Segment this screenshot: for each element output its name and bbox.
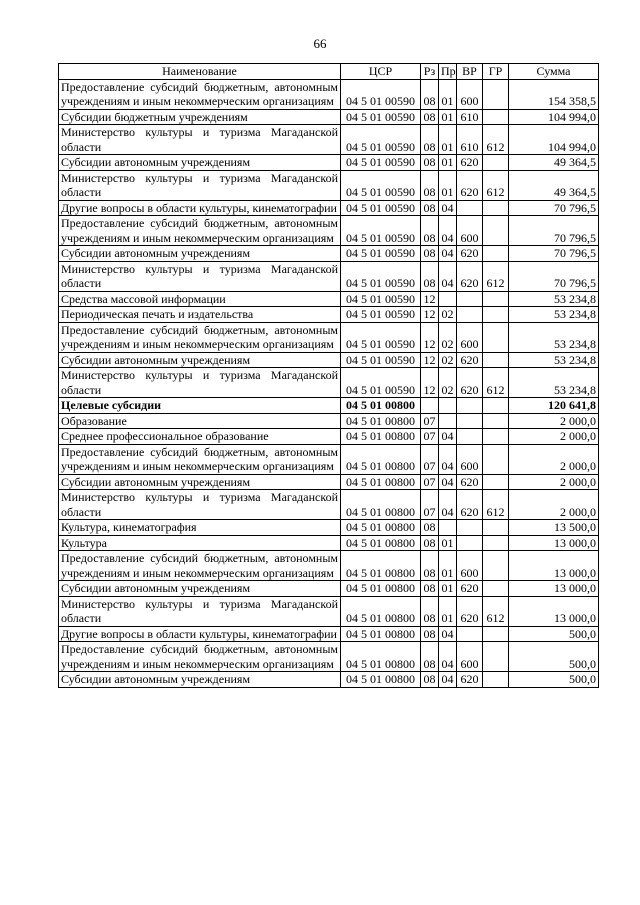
cell-rz: 08 xyxy=(421,535,439,551)
cell-pr: 04 xyxy=(439,246,457,262)
cell-gr xyxy=(483,642,509,672)
table-row xyxy=(59,642,599,672)
cell-csr: 04 5 01 00800 xyxy=(341,429,421,445)
cell-gr xyxy=(483,672,509,688)
cell-csr: 04 5 01 00800 xyxy=(341,490,421,520)
cell-pr: 01 xyxy=(439,535,457,551)
cell-gr xyxy=(483,216,509,246)
header-sum: Сумма xyxy=(509,64,599,80)
table-row xyxy=(59,352,599,368)
cell-rz: 12 xyxy=(421,368,439,398)
cell-rz: 08 xyxy=(421,246,439,262)
cell-csr: 04 5 01 00590 xyxy=(341,216,421,246)
header-pr: Пр xyxy=(439,64,457,80)
cell-pr: 01 xyxy=(439,581,457,597)
table-row xyxy=(59,413,599,429)
cell-gr xyxy=(483,398,509,414)
table-row xyxy=(59,246,599,262)
cell-pr: 04 xyxy=(439,642,457,672)
cell-vr: 620 xyxy=(457,490,483,520)
table-row xyxy=(59,535,599,551)
cell-gr xyxy=(483,626,509,642)
cell-sum: 2 000,0 xyxy=(509,429,599,445)
cell-rz: 08 xyxy=(421,200,439,216)
budget-table xyxy=(58,63,599,688)
cell-csr: 04 5 01 00800 xyxy=(341,551,421,581)
cell-sum: 53 234,8 xyxy=(509,322,599,352)
cell-pr: 04 xyxy=(439,429,457,445)
page-number: 66 xyxy=(313,36,327,51)
cell-sum: 53 234,8 xyxy=(509,307,599,323)
cell-sum: 70 796,5 xyxy=(509,261,599,291)
cell-pr: 04 xyxy=(439,216,457,246)
cell-sum: 500,0 xyxy=(509,626,599,642)
cell-csr: 04 5 01 00590 xyxy=(341,125,421,155)
table-row xyxy=(59,261,599,291)
cell-name: Субсидии автономным учреждениям xyxy=(59,672,341,688)
cell-rz: 08 xyxy=(421,261,439,291)
cell-csr: 04 5 01 00800 xyxy=(341,535,421,551)
cell-name: Средства массовой информации xyxy=(59,291,341,307)
cell-pr: 01 xyxy=(439,170,457,200)
cell-name: Субсидии автономным учреждениям xyxy=(59,155,341,171)
cell-csr: 04 5 01 00590 xyxy=(341,291,421,307)
cell-name: Культура, кинематография xyxy=(59,520,341,536)
cell-rz: 07 xyxy=(421,474,439,490)
cell-vr: 600 xyxy=(457,642,483,672)
table-row xyxy=(59,125,599,155)
cell-pr: 04 xyxy=(439,626,457,642)
table-body xyxy=(59,79,599,687)
table-row xyxy=(59,444,599,474)
cell-csr: 04 5 01 00590 xyxy=(341,261,421,291)
cell-sum: 2 000,0 xyxy=(509,413,599,429)
cell-gr xyxy=(483,413,509,429)
cell-pr: 04 xyxy=(439,200,457,216)
cell-rz: 08 xyxy=(421,672,439,688)
header-rz: Рз xyxy=(421,64,439,80)
table-row xyxy=(59,170,599,200)
cell-name: Образование xyxy=(59,413,341,429)
cell-rz: 08 xyxy=(421,520,439,536)
cell-rz: 07 xyxy=(421,490,439,520)
cell-gr xyxy=(483,155,509,171)
cell-name: Среднее профессиональное образование xyxy=(59,429,341,445)
cell-gr xyxy=(483,307,509,323)
cell-sum: 49 364,5 xyxy=(509,155,599,171)
cell-rz: 08 xyxy=(421,109,439,125)
cell-name: Периодическая печать и издательства xyxy=(59,307,341,323)
table-header-row xyxy=(59,64,599,80)
cell-rz xyxy=(421,398,439,414)
table-row xyxy=(59,626,599,642)
cell-sum: 2 000,0 xyxy=(509,444,599,474)
cell-rz: 08 xyxy=(421,551,439,581)
cell-vr: 600 xyxy=(457,444,483,474)
cell-sum: 13 000,0 xyxy=(509,596,599,626)
cell-rz: 12 xyxy=(421,322,439,352)
table-row xyxy=(59,368,599,398)
cell-gr xyxy=(483,246,509,262)
header-vr: ВР xyxy=(457,64,483,80)
cell-rz: 08 xyxy=(421,642,439,672)
table-row xyxy=(59,155,599,171)
cell-vr: 620 xyxy=(457,246,483,262)
cell-sum: 70 796,5 xyxy=(509,216,599,246)
cell-sum: 120 641,8 xyxy=(509,398,599,414)
cell-rz: 08 xyxy=(421,581,439,597)
table-row xyxy=(59,216,599,246)
cell-name: Предоставление субсидий бюджетным, автономным учреждениям и иным некоммерческим организациям xyxy=(59,79,341,109)
header-csr: ЦСР xyxy=(341,64,421,80)
cell-name: Субсидии автономным учреждениям xyxy=(59,474,341,490)
cell-vr: 620 xyxy=(457,596,483,626)
cell-csr: 04 5 01 00590 xyxy=(341,352,421,368)
cell-pr: 01 xyxy=(439,596,457,626)
cell-name: Культура xyxy=(59,535,341,551)
cell-sum: 13 000,0 xyxy=(509,581,599,597)
cell-pr: 01 xyxy=(439,109,457,125)
table-row xyxy=(59,307,599,323)
cell-gr: 612 xyxy=(483,368,509,398)
cell-name: Субсидии бюджетным учреждениям xyxy=(59,109,341,125)
cell-csr: 04 5 01 00590 xyxy=(341,200,421,216)
cell-gr xyxy=(483,79,509,109)
cell-gr xyxy=(483,551,509,581)
cell-sum: 13 000,0 xyxy=(509,551,599,581)
cell-name: Министерство культуры и туризма Магаданской области xyxy=(59,170,341,200)
cell-pr: 01 xyxy=(439,79,457,109)
cell-name: Предоставление субсидий бюджетным, автономным учреждениям и иным некоммерческим организациям xyxy=(59,642,341,672)
cell-name: Предоставление субсидий бюджетным, автономным учреждениям и иным некоммерческим организациям xyxy=(59,444,341,474)
cell-vr: 620 xyxy=(457,368,483,398)
cell-name: Другие вопросы в области культуры, кинематографии xyxy=(59,626,341,642)
cell-name: Другие вопросы в области культуры, кинематографии xyxy=(59,200,341,216)
cell-sum: 49 364,5 xyxy=(509,170,599,200)
cell-sum: 500,0 xyxy=(509,672,599,688)
cell-rz: 12 xyxy=(421,291,439,307)
cell-vr: 610 xyxy=(457,125,483,155)
cell-csr: 04 5 01 00590 xyxy=(341,170,421,200)
cell-gr xyxy=(483,109,509,125)
cell-pr xyxy=(439,291,457,307)
cell-name: Предоставление субсидий бюджетным, автономным учреждениям и иным некоммерческим организациям xyxy=(59,322,341,352)
cell-csr: 04 5 01 00590 xyxy=(341,155,421,171)
cell-rz: 08 xyxy=(421,79,439,109)
cell-gr xyxy=(483,535,509,551)
cell-rz: 07 xyxy=(421,444,439,474)
cell-gr: 612 xyxy=(483,170,509,200)
cell-sum: 70 796,5 xyxy=(509,246,599,262)
cell-pr xyxy=(439,413,457,429)
cell-vr xyxy=(457,413,483,429)
cell-sum: 13 000,0 xyxy=(509,535,599,551)
cell-rz: 12 xyxy=(421,307,439,323)
cell-rz: 08 xyxy=(421,125,439,155)
cell-rz: 08 xyxy=(421,216,439,246)
cell-sum: 53 234,8 xyxy=(509,352,599,368)
header-name: Наименование xyxy=(59,64,341,80)
cell-pr: 02 xyxy=(439,322,457,352)
cell-pr: 01 xyxy=(439,551,457,581)
cell-csr: 04 5 01 00800 xyxy=(341,413,421,429)
cell-name: Целевые субсидии xyxy=(59,398,341,414)
cell-csr: 04 5 01 00590 xyxy=(341,322,421,352)
cell-sum: 154 358,5 xyxy=(509,79,599,109)
cell-name: Субсидии автономным учреждениям xyxy=(59,581,341,597)
cell-sum: 2 000,0 xyxy=(509,490,599,520)
cell-csr: 04 5 01 00800 xyxy=(341,581,421,597)
cell-name: Министерство культуры и туризма Магаданской области xyxy=(59,368,341,398)
table-row xyxy=(59,322,599,352)
table-row xyxy=(59,398,599,414)
cell-name: Субсидии автономным учреждениям xyxy=(59,246,341,262)
cell-pr xyxy=(439,520,457,536)
cell-rz: 07 xyxy=(421,429,439,445)
cell-gr: 612 xyxy=(483,490,509,520)
table-row xyxy=(59,200,599,216)
cell-vr: 620 xyxy=(457,672,483,688)
cell-rz: 08 xyxy=(421,170,439,200)
cell-rz: 12 xyxy=(421,352,439,368)
table-row xyxy=(59,109,599,125)
cell-sum: 2 000,0 xyxy=(509,474,599,490)
cell-csr: 04 5 01 00800 xyxy=(341,672,421,688)
cell-name: Предоставление субсидий бюджетным, автономным учреждениям и иным некоммерческим организациям xyxy=(59,551,341,581)
cell-csr: 04 5 01 00590 xyxy=(341,307,421,323)
cell-vr: 620 xyxy=(457,474,483,490)
cell-csr: 04 5 01 00800 xyxy=(341,444,421,474)
table-row xyxy=(59,429,599,445)
cell-vr: 600 xyxy=(457,216,483,246)
cell-vr: 620 xyxy=(457,170,483,200)
cell-sum: 13 500,0 xyxy=(509,520,599,536)
cell-gr: 612 xyxy=(483,125,509,155)
cell-vr: 610 xyxy=(457,109,483,125)
cell-csr: 04 5 01 00590 xyxy=(341,246,421,262)
cell-csr: 04 5 01 00800 xyxy=(341,596,421,626)
table-row xyxy=(59,474,599,490)
cell-rz: 08 xyxy=(421,626,439,642)
table-row xyxy=(59,551,599,581)
cell-csr: 04 5 01 00800 xyxy=(341,520,421,536)
table-row xyxy=(59,672,599,688)
cell-sum: 500,0 xyxy=(509,642,599,672)
cell-vr xyxy=(457,535,483,551)
cell-csr: 04 5 01 00590 xyxy=(341,79,421,109)
table-row xyxy=(59,490,599,520)
cell-csr: 04 5 01 00590 xyxy=(341,368,421,398)
cell-pr: 02 xyxy=(439,368,457,398)
cell-vr: 600 xyxy=(457,79,483,109)
table-row xyxy=(59,291,599,307)
cell-gr: 612 xyxy=(483,261,509,291)
header-gr: ГР xyxy=(483,64,509,80)
cell-vr xyxy=(457,307,483,323)
cell-vr: 620 xyxy=(457,352,483,368)
cell-gr xyxy=(483,520,509,536)
cell-vr: 600 xyxy=(457,551,483,581)
cell-vr xyxy=(457,200,483,216)
cell-pr: 04 xyxy=(439,490,457,520)
cell-pr: 04 xyxy=(439,444,457,474)
cell-csr: 04 5 01 00800 xyxy=(341,642,421,672)
cell-vr: 620 xyxy=(457,581,483,597)
cell-vr: 600 xyxy=(457,322,483,352)
cell-pr: 01 xyxy=(439,125,457,155)
cell-rz: 08 xyxy=(421,155,439,171)
cell-pr: 01 xyxy=(439,155,457,171)
cell-csr: 04 5 01 00800 xyxy=(341,398,421,414)
cell-csr: 04 5 01 00800 xyxy=(341,626,421,642)
cell-vr xyxy=(457,429,483,445)
cell-gr xyxy=(483,200,509,216)
cell-sum: 53 234,8 xyxy=(509,291,599,307)
cell-pr: 04 xyxy=(439,672,457,688)
cell-pr xyxy=(439,398,457,414)
cell-name: Министерство культуры и туризма Магаданской области xyxy=(59,261,341,291)
cell-name: Министерство культуры и туризма Магаданской области xyxy=(59,125,341,155)
cell-csr: 04 5 01 00590 xyxy=(341,109,421,125)
cell-gr xyxy=(483,581,509,597)
cell-sum: 104 994,0 xyxy=(509,125,599,155)
cell-name: Министерство культуры и туризма Магаданской области xyxy=(59,490,341,520)
cell-name: Субсидии автономным учреждениям xyxy=(59,352,341,368)
cell-gr xyxy=(483,429,509,445)
cell-vr xyxy=(457,520,483,536)
cell-gr xyxy=(483,352,509,368)
cell-gr: 612 xyxy=(483,596,509,626)
table-row xyxy=(59,520,599,536)
table-row xyxy=(59,581,599,597)
cell-name: Министерство культуры и туризма Магаданской области xyxy=(59,596,341,626)
cell-vr: 620 xyxy=(457,261,483,291)
cell-sum: 53 234,8 xyxy=(509,368,599,398)
cell-pr: 04 xyxy=(439,474,457,490)
cell-csr: 04 5 01 00800 xyxy=(341,474,421,490)
cell-sum: 70 796,5 xyxy=(509,200,599,216)
cell-gr xyxy=(483,474,509,490)
cell-sum: 104 994,0 xyxy=(509,109,599,125)
cell-name: Предоставление субсидий бюджетным, автономным учреждениям и иным некоммерческим организациям xyxy=(59,216,341,246)
cell-rz: 07 xyxy=(421,413,439,429)
cell-gr xyxy=(483,291,509,307)
cell-vr: 620 xyxy=(457,155,483,171)
cell-pr: 04 xyxy=(439,261,457,291)
table-row xyxy=(59,79,599,109)
cell-vr xyxy=(457,398,483,414)
cell-vr xyxy=(457,626,483,642)
cell-vr xyxy=(457,291,483,307)
table-row xyxy=(59,596,599,626)
cell-gr xyxy=(483,322,509,352)
cell-gr xyxy=(483,444,509,474)
cell-pr: 02 xyxy=(439,307,457,323)
cell-pr: 02 xyxy=(439,352,457,368)
cell-rz: 08 xyxy=(421,596,439,626)
